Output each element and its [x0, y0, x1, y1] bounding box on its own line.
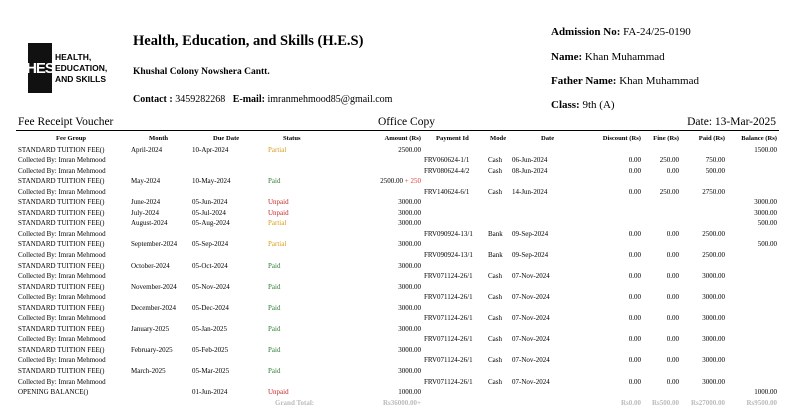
table-row [0, 345, 785, 356]
cell-payment-id: FRV071124-26/1 [424, 272, 473, 281]
cell-status: Paid [268, 282, 281, 291]
table-row [0, 261, 785, 272]
cell-date: 09-Sep-2024 [512, 229, 549, 238]
cell-mode: Cash [488, 293, 502, 302]
cell-amount: 3000.00 [398, 219, 421, 228]
grand-total-discount: Rs0.00 [620, 398, 641, 407]
cell-paid: 750.00 [705, 156, 725, 165]
student-name: Name: Khan Muhammad [551, 51, 665, 63]
table-row [0, 292, 785, 303]
cell-paid: 3000.00 [702, 272, 725, 281]
cell-payment-id: FRV071124-26/1 [424, 293, 473, 302]
cell-status: Unpaid [268, 198, 289, 207]
cell-fine: 0.00 [666, 314, 679, 323]
cell-balance: 500.00 [757, 240, 777, 249]
table-body [0, 145, 785, 398]
col-discount: Discount (Rs) [602, 135, 641, 142]
cell-amount: 3000.00 [398, 367, 421, 376]
table-row [0, 282, 785, 293]
cell-date: 07-Nov-2024 [512, 377, 550, 386]
cell-fine: 0.00 [666, 335, 679, 344]
cell-due-date: 05-Jul-2024 [192, 208, 226, 217]
cell-due-date: 05-Sep-2024 [192, 240, 229, 249]
cell-amount: 3000.00 [398, 261, 421, 270]
table-row [0, 166, 785, 177]
cell-discount: 0.00 [628, 187, 641, 196]
cell-fee-group: STANDARD TUITION FEE() [18, 261, 105, 270]
fee-table [0, 134, 785, 408]
cell-fee-group: STANDARD TUITION FEE() [18, 145, 105, 154]
cell-due-date: 05-Jan-2025 [192, 324, 227, 333]
col-date: Date [541, 135, 555, 142]
col-due-date: Due Date [213, 135, 240, 142]
cell-fee-group: Collected By: Imran Mehmood [18, 335, 106, 344]
col-amount: Amount (Rs) [384, 135, 421, 142]
cell-payment-id: FRV080624-4/2 [424, 166, 470, 175]
father-name: Father Name: Khan Muhammad [551, 75, 699, 87]
cell-status: Partial [268, 240, 287, 249]
grand-total-balance: Rs9500.00 [746, 398, 777, 407]
cell-date: 09-Sep-2024 [512, 251, 549, 260]
table-row [0, 218, 785, 229]
cell-status: Paid [268, 345, 281, 354]
cell-status: Unpaid [268, 388, 289, 397]
cell-status: Paid [268, 303, 281, 312]
cell-month: January-2025 [131, 324, 170, 333]
cell-fee-group: STANDARD TUITION FEE() [18, 367, 105, 376]
table-header [0, 134, 785, 145]
cell-due-date: 05-Feb-2025 [192, 345, 229, 354]
cell-fine: 0.00 [666, 377, 679, 386]
cell-month: September-2024 [131, 240, 178, 249]
cell-status: Paid [268, 367, 281, 376]
cell-payment-id: FRV071124-26/1 [424, 377, 473, 386]
cell-date: 06-Jun-2024 [512, 156, 548, 165]
cell-due-date: 05-Jun-2024 [192, 198, 228, 207]
cell-fee-group: Collected By: Imran Mehmood [18, 314, 106, 323]
cell-payment-id: FRV071124-26/1 [424, 314, 473, 323]
header-divider [16, 130, 779, 131]
cell-fine: 0.00 [666, 293, 679, 302]
table-row [0, 197, 785, 208]
cell-mode: Cash [488, 377, 502, 386]
table-row [0, 250, 785, 261]
cell-due-date: 05-Mar-2025 [192, 367, 230, 376]
logo-text: HEALTH, EDUCATION, AND SKILLS [55, 51, 108, 84]
table-row [0, 187, 785, 198]
cell-fee-group: Collected By: Imran Mehmood [18, 187, 106, 196]
table-row [0, 229, 785, 240]
cell-status: Partial [268, 145, 287, 154]
cell-due-date: 05-Oct-2024 [192, 261, 228, 270]
cell-paid: 500.00 [705, 166, 725, 175]
table-row [0, 355, 785, 366]
cell-status: Paid [268, 261, 281, 270]
cell-due-date: 05-Aug-2024 [192, 219, 230, 228]
cell-amount: 2500.00 + 250 [380, 177, 421, 186]
cell-due-date: 10-Apr-2024 [192, 145, 229, 154]
cell-amount: 3000.00 [398, 282, 421, 291]
cell-fee-group: Collected By: Imran Mehmood [18, 272, 106, 281]
cell-paid: 3000.00 [702, 356, 725, 365]
cell-balance: 1000.00 [754, 388, 777, 397]
cell-mode: Cash [488, 272, 502, 281]
cell-paid: 3000.00 [702, 293, 725, 302]
cell-fine: 0.00 [666, 272, 679, 281]
table-row [0, 155, 785, 166]
cell-balance: 500.00 [757, 219, 777, 228]
cell-discount: 0.00 [628, 314, 641, 323]
cell-date: 07-Nov-2024 [512, 272, 550, 281]
col-fine: Fine (Rs) [653, 135, 679, 142]
col-month: Month [149, 135, 169, 142]
table-row [0, 239, 785, 250]
extra-fine: + 250 [404, 177, 421, 186]
cell-balance: 3000.00 [754, 208, 777, 217]
contact-phone: 3459282268 [175, 94, 226, 105]
grand-total-paid: Rs27000.00 [690, 398, 725, 407]
cell-paid: 2500.00 [702, 229, 725, 238]
table-row [0, 377, 785, 388]
cell-fine: 0.00 [666, 229, 679, 238]
cell-fee-group: OPENING BALANCE() [18, 388, 89, 397]
cell-fine: 0.00 [666, 356, 679, 365]
cell-payment-id: FRV071124-26/1 [424, 335, 473, 344]
cell-fee-group: STANDARD TUITION FEE() [18, 177, 105, 186]
cell-amount: 1000.00 [398, 388, 421, 397]
cell-status: Unpaid [268, 208, 289, 217]
grand-total-fine: Rs500.00 [651, 398, 679, 407]
cell-fine: 0.00 [666, 166, 679, 175]
cell-amount: 3000.00 [398, 345, 421, 354]
cell-discount: 0.00 [628, 272, 641, 281]
cell-paid: 2750.00 [702, 187, 725, 196]
col-status: Status [283, 135, 301, 142]
cell-discount: 0.00 [628, 356, 641, 365]
contact-line: Contact : 3459282268 E-mail: imranmehmood85@gmail.com [133, 94, 393, 105]
cell-fine: 250.00 [659, 187, 679, 196]
col-paid: Paid (Rs) [698, 135, 725, 142]
cell-fee-group: STANDARD TUITION FEE() [18, 198, 105, 207]
table-row [0, 303, 785, 314]
cell-fee-group: STANDARD TUITION FEE() [18, 240, 105, 249]
col-mode: Mode [490, 135, 507, 142]
table-row [0, 387, 785, 398]
col-fee-group: Fee Group [56, 135, 87, 142]
cell-fee-group: STANDARD TUITION FEE() [18, 345, 105, 354]
cell-balance: 1500.00 [754, 145, 777, 154]
cell-amount: 2500.00 [398, 145, 421, 154]
cell-date: 07-Nov-2024 [512, 356, 550, 365]
col-balance: Balance (Rs) [741, 135, 777, 142]
table-row [0, 334, 785, 345]
cell-date: 08-Jun-2024 [512, 166, 548, 175]
cell-status: Partial [268, 219, 287, 228]
voucher-title: Fee Receipt Voucher [18, 116, 114, 128]
cell-date: 14-Jun-2024 [512, 187, 548, 196]
voucher-date: Date: 13-Mar-2025 [687, 116, 776, 128]
cell-fine: 0.00 [666, 251, 679, 260]
cell-status: Paid [268, 324, 281, 333]
cell-status: Paid [268, 177, 281, 186]
table-row [0, 313, 785, 324]
cell-payment-id: FRV140624-6/1 [424, 187, 470, 196]
cell-paid: 2500.00 [702, 251, 725, 260]
cell-mode: Cash [488, 166, 502, 175]
cell-fee-group: Collected By: Imran Mehmood [18, 229, 106, 238]
cell-mode: Cash [488, 314, 502, 323]
cell-month: December-2024 [131, 303, 176, 312]
cell-discount: 0.00 [628, 251, 641, 260]
cell-mode: Bank [488, 251, 503, 260]
cell-fee-group: Collected By: Imran Mehmood [18, 251, 106, 260]
cell-month: June-2024 [131, 198, 161, 207]
grand-total-label: Grand Total: [275, 398, 315, 407]
cell-payment-id: FRV090924-13/1 [424, 251, 473, 260]
cell-due-date: 10-May-2024 [192, 177, 231, 186]
cell-date: 07-Nov-2024 [512, 314, 550, 323]
institution-address: Khushal Colony Nowshera Cantt. [133, 67, 270, 77]
cell-paid: 3000.00 [702, 314, 725, 323]
cell-date: 07-Nov-2024 [512, 293, 550, 302]
cell-discount: 0.00 [628, 293, 641, 302]
cell-mode: Bank [488, 229, 503, 238]
cell-payment-id: FRV060624-1/1 [424, 156, 470, 165]
table-row [0, 145, 785, 156]
cell-month: March-2025 [131, 367, 166, 376]
cell-payment-id: FRV090924-13/1 [424, 229, 473, 238]
cell-paid: 3000.00 [702, 377, 725, 386]
logo-mark: HES [28, 43, 52, 93]
cell-month: November-2024 [131, 282, 177, 291]
cell-balance: 3000.00 [754, 198, 777, 207]
cell-fee-group: STANDARD TUITION FEE() [18, 219, 105, 228]
cell-month: April-2024 [131, 145, 163, 154]
cell-month: July-2024 [131, 208, 159, 217]
cell-amount: 3000.00 [398, 303, 421, 312]
grand-total-row [0, 398, 785, 409]
cell-fee-group: STANDARD TUITION FEE() [18, 282, 105, 291]
cell-fee-group: Collected By: Imran Mehmood [18, 293, 106, 302]
cell-month: August-2024 [131, 219, 168, 228]
cell-due-date: 05-Dec-2024 [192, 303, 229, 312]
table-row [0, 366, 785, 377]
cell-discount: 0.00 [628, 377, 641, 386]
table-row [0, 271, 785, 282]
admission-no: Admission No: FA-24/25-0190 [551, 26, 691, 38]
cell-fee-group: STANDARD TUITION FEE() [18, 303, 105, 312]
cell-fee-group: Collected By: Imran Mehmood [18, 156, 106, 165]
institution-name: Health, Education, and Skills (H.E.S) [133, 33, 364, 49]
cell-mode: Cash [488, 156, 502, 165]
cell-fee-group: Collected By: Imran Mehmood [18, 356, 106, 365]
cell-discount: 0.00 [628, 335, 641, 344]
cell-discount: 0.00 [628, 229, 641, 238]
table-row [0, 208, 785, 219]
grand-total-amount: Rs36000.00+ [382, 398, 421, 407]
cell-month: May-2024 [131, 177, 161, 186]
cell-fee-group: Collected By: Imran Mehmood [18, 377, 106, 386]
table-row [0, 176, 785, 187]
class-info: Class: 9th (A) [551, 99, 615, 111]
contact-email: imranmehmood85@gmail.com [267, 94, 393, 105]
cell-payment-id: FRV071124-26/1 [424, 356, 473, 365]
cell-amount: 3000.00 [398, 324, 421, 333]
cell-mode: Cash [488, 335, 502, 344]
col-payment-id: Payment Id [436, 135, 469, 142]
cell-fee-group: STANDARD TUITION FEE() [18, 208, 105, 217]
cell-discount: 0.00 [628, 156, 641, 165]
institution-logo [26, 43, 108, 93]
cell-amount: 3000.00 [398, 208, 421, 217]
cell-amount: 3000.00 [398, 240, 421, 249]
cell-mode: Cash [488, 187, 502, 196]
cell-month: February-2025 [131, 345, 173, 354]
cell-discount: 0.00 [628, 166, 641, 175]
cell-paid: 3000.00 [702, 335, 725, 344]
cell-due-date: 01-Jun-2024 [192, 388, 228, 397]
cell-fee-group: Collected By: Imran Mehmood [18, 166, 106, 175]
voucher-copy: Office Copy [378, 116, 435, 128]
cell-fee-group: STANDARD TUITION FEE() [18, 324, 105, 333]
cell-due-date: 05-Nov-2024 [192, 282, 230, 291]
cell-month: October-2024 [131, 261, 170, 270]
cell-fine: 250.00 [659, 156, 679, 165]
table-row [0, 324, 785, 335]
cell-amount: 3000.00 [398, 198, 421, 207]
cell-mode: Cash [488, 356, 502, 365]
cell-date: 07-Nov-2024 [512, 335, 550, 344]
